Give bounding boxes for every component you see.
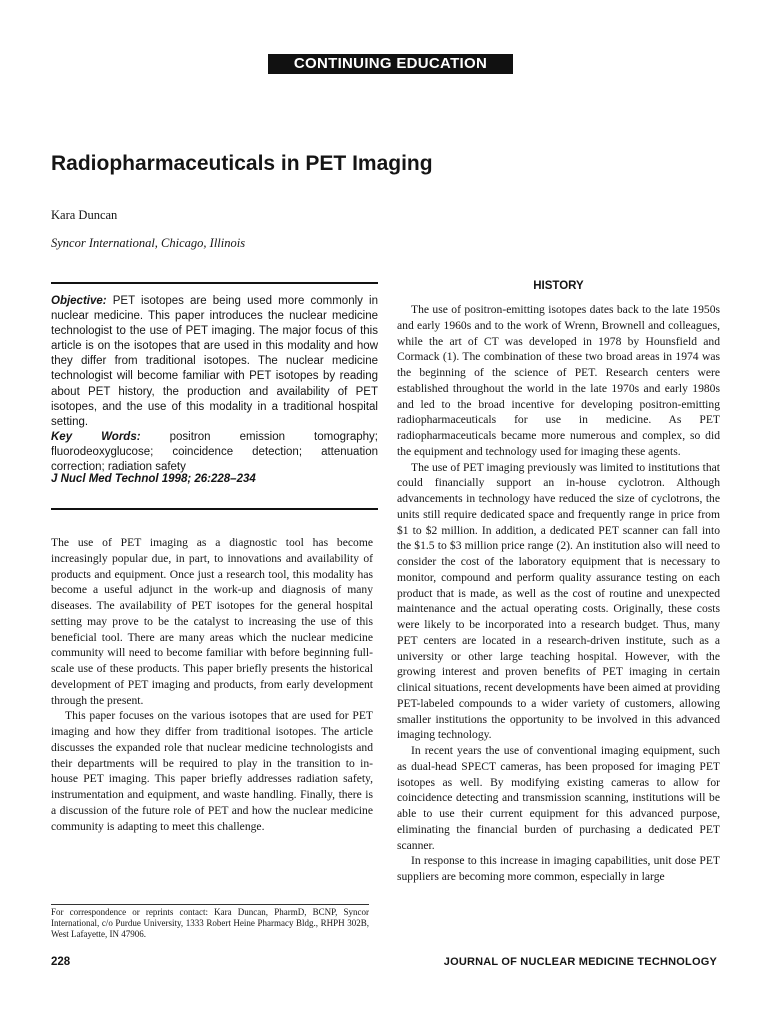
author-name: Kara Duncan [51, 208, 118, 222]
keywords-label: Key Words: [51, 430, 141, 443]
section-banner: CONTINUING EDUCATION [268, 54, 513, 74]
page-number: 228 [51, 956, 71, 968]
left-column-body [51, 535, 373, 834]
intro-paragraph-1: The use of PET imaging as a diagnostic tool has become increasingly popular due, in part, to innovations and availability of products and equipment. Once just a research tool, this modality has become a useful adjunct in the work-up and diagnosis of many diseases. The availability of PET isotopes for the general hospital setting may prove to be the catalyst to increasing the use of this beneficial tool. There are many areas which the nuclear medicine community will need to become familiar with before beginning full-scale use of these products. This paper briefly presents the historical development of PET imaging and products, from early development through the present. [51, 536, 373, 707]
right-column-body [397, 302, 720, 885]
correspondence-footnote: For correspondence or reprints contact: Kara Duncan, PharmD, BCNP, Syncor International, c/o Purdue University, 1333 Robert Heine Pharmacy Bldg., RHPH 302B, West Lafayette, IN 47906. [51, 907, 369, 939]
abstract-bottom-rule [51, 508, 378, 510]
history-paragraph-2: The use of PET imaging previously was limited to institutions that could financially support an in-house cyclotron. Although advancements in technology have reduced the size of cyclotrons, the units still require dedicated space and frequently range in price from $1 to $2 million. In addition, a dedicated PET scanner can fall into the $1.5 to $3 million price range (2). An institution also will need to consider the cost of the laboratory equipment that is necessary to monitor, compound and perform quality assurance testing on each product that is made, as well as the cost of routine and unexpected maintenance and the actual operating costs. Originally, these costs were likely to be incorporated into a research budget. Thus, many PET centers are located in a research-driven institute, such as a university or other large teaching hospital. However, with the growing interest and proven benefits of PET imaging in certain clinical situations, recent developments have been aimed at providing PET-labeled compounds to a wider variety of customers, allowing smaller institutions the opportunity to be involved in this advanced imaging technology. [397, 460, 720, 742]
history-paragraph-3: In recent years the use of conventional imaging equipment, such as dual-head SPECT cameras, has been proposed for imaging PET isotopes as well. By modifying existing cameras to allow for coincidence detecting and transmission scanning, institutions will be able to use their current equipment for this advanced purpose, eliminating the financial burden of purchasing a dedicated PET scanner. [397, 744, 720, 852]
objective-label: Objective: [51, 295, 107, 307]
journal-citation: J Nucl Med Technol 1998; 26:228–234 [51, 473, 256, 485]
history-paragraph-4: In response to this increase in imaging capabilities, unit dose PET suppliers are becoming more common, especially in large [397, 854, 720, 883]
history-paragraph-1: The use of positron-emitting isotopes dates back to the late 1950s and early 1960s and to the work of Wrenn, Brownell and colleagues, while the art of CT was developed in 1978 by Hounsfield and Cormack (1). The combination of these two broad areas in 1974 was the beginning of the science of PET. Research centers were established throughout the world in the late 1970s and early 1980s and led to the broad incentive for developing positron-emitting radiopharmaceuticals for use in medicine. As PET radiopharmaceuticals became more numerous and complex, so did the equipment and technology used for imaging these agents. [397, 303, 720, 458]
author-affiliation: Syncor International, Chicago, Illinois [51, 236, 246, 250]
history-heading: HISTORY [533, 280, 584, 292]
abstract-objective [51, 294, 378, 430]
article-title: Radiopharmaceuticals in PET Imaging [51, 152, 433, 175]
abstract-box [51, 294, 378, 475]
objective-text: PET isotopes are being used more commonly in nuclear medicine. This paper introduces the nuclear medicine technologist to the use of PET imaging. The major focus of this article is on the isotopes that are used in this modality and how they differ from traditional isotopes. The nuclear medicine technologist will become familiar with PET isotopes by reading about PET history, the production and availability of PET isotopes, and the use of this modality in a traditional hospital setting. [51, 295, 378, 428]
footnote-rule [51, 904, 369, 905]
abstract-keywords [51, 430, 378, 475]
abstract-top-rule [51, 282, 378, 284]
intro-paragraph-2: This paper focuses on the various isotopes that are used for PET imaging and how they differ from traditional isotopes. The article discusses the expanded role that nuclear medicine technologists and their departments will be required to play in the transition to in-house PET imaging. This paper briefly addresses radiation safety, instrumentation and equipment, and waste handling. Finally, there is a discussion of the future role of PET and how the nuclear medicine community is adapting to meet this challenge. [51, 709, 373, 833]
journal-footer: JOURNAL OF NUCLEAR MEDICINE TECHNOLOGY [443, 956, 717, 968]
keywords-text: positron emission tomography; fluorodeoxyglucose; coincidence detection; attenuation correction; radiation safety [51, 430, 378, 474]
